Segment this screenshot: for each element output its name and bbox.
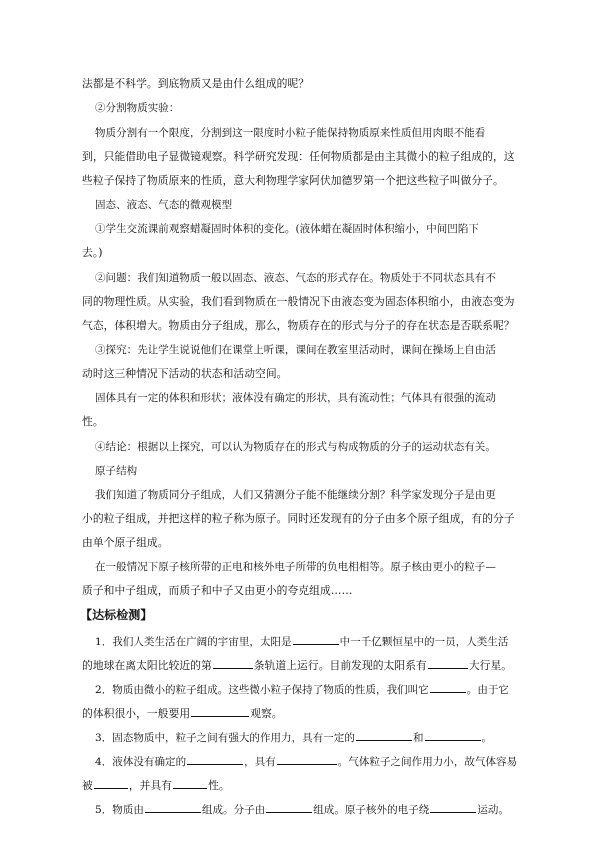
question-1: 1．我们人类生活在广阔的宇宙里，太阳是 中一千亿颗恒星中的一员，人类生活 — [95, 632, 595, 650]
paragraph-line: ②问题：我们知道物质一般以固态、液态、气态的形式存在。物质处于不同状态具有不 — [95, 272, 496, 284]
answer-blank[interactable] — [187, 752, 243, 765]
answer-blank[interactable] — [191, 704, 249, 717]
answer-blank[interactable] — [145, 800, 201, 813]
section-subheading: 固态、液态、气态的微观模型 — [95, 199, 233, 211]
section-subheading: ②分割物质实验： — [95, 102, 180, 114]
paragraph-line: ④结论：根据以上探究，可以认为物质存在的形式与构成物质的分子的运动状态有关。 — [95, 441, 496, 453]
paragraph-line: 质子和中子组成，而质子和中子又由更小的夸克组成…… — [82, 584, 353, 597]
question-2: 2．物质由微小的粒子组成。这些微小粒子保持了物质的性质，我们叫它 。由于它 — [95, 680, 595, 698]
test-heading: 【达标检测】 — [80, 608, 153, 622]
paragraph-line: 性。 — [82, 415, 104, 428]
question-5: 5．物质由 组成。分子由 组成。原子核外的电子绕 运动。 — [95, 800, 595, 818]
paragraph-line: 物质分割有一个限度，分割到这一限度时小粒子能保持物质原来性质但用肉眼不能看 — [95, 127, 486, 139]
question-3: 3．固态物质中，粒子之间有强大的作用力，具有一定的 和 。 — [95, 728, 595, 746]
answer-blank[interactable] — [277, 752, 337, 765]
answer-blank[interactable] — [430, 680, 466, 693]
question-4: 4．液体没有确定的 ，具有 。气体粒子之间作用力小，故气体容易 — [95, 752, 595, 770]
paragraph-line: 些粒子保持了物质原来的性质，意大利物理学家阿伏加德罗第一个把这些粒子叫做分子。 — [82, 174, 504, 187]
answer-blank[interactable] — [213, 656, 253, 669]
paragraph-line: 法都是不科学。到底物质又是由什么组成的呢？ — [82, 77, 310, 90]
question-1-continued: 的地球在离太阳比较近的第 条轨道上运行。目前发现的太阳系有 大行星。 — [82, 656, 595, 674]
paragraph-line: 同的物理性质。从实验，我们看到物质在一般情况下由液态变为固态体积缩小，由液态变为 — [82, 295, 515, 308]
section-subheading: 原子结构 — [95, 465, 138, 477]
answer-blank[interactable] — [173, 776, 207, 789]
question-2-continued: 的体积很小，一般要用 观察。 — [82, 704, 595, 722]
paragraph-line: ③探究：先让学生说说他们在课堂上听课，课间在教室里活动时，课间在操场上自由活 — [95, 344, 496, 356]
paragraph-line: 小的粒子组成，并把这样的粒子称为原子。同时还发现有的分子由多个原子组成，有的分子 — [82, 512, 515, 525]
answer-blank[interactable] — [428, 656, 468, 669]
answer-blank[interactable] — [356, 728, 412, 741]
question-4-continued: 被 ，并具有 性。 — [82, 776, 595, 794]
answer-blank[interactable] — [266, 800, 312, 813]
answer-blank[interactable] — [430, 800, 476, 813]
paragraph-line: 到，只能借助电子显微镜观察。科学研究发现：任何物质都是由主其微小的粒子组成的，这 — [82, 150, 515, 163]
paragraph-line: 固体具有一定的体积和形状；液体没有确定的形状，具有流动性；气体具有很强的流动 — [95, 392, 496, 404]
paragraph-line: 我们知道了物质同分子组成，人们又猜测分子能不能继续分割？科学家发现分子是由更 — [95, 489, 496, 501]
paragraph-line: 由单个原子组成。 — [82, 536, 169, 549]
answer-blank[interactable] — [293, 632, 339, 645]
answer-blank[interactable] — [425, 728, 481, 741]
paragraph-line: 去。) — [82, 246, 103, 259]
paragraph-line: ①学生交流课前观察蜡凝固时体积的变化。(液体蜡在凝固时体积缩小，中间凹陷下 — [95, 223, 479, 235]
paragraph-line: 动时这三种情况下活动的状态和活动空间。 — [82, 367, 288, 380]
paragraph-line: 气态，体积增大。物质由分子组成，那么，物质存在的形式与分子的存在状态是否联系呢？ — [82, 319, 515, 332]
paragraph-line: 在一般情况下原子核所带的正电和核外电子所带的负电相相等。原子核由更小的粒子— — [95, 561, 496, 573]
answer-blank[interactable] — [94, 776, 128, 789]
